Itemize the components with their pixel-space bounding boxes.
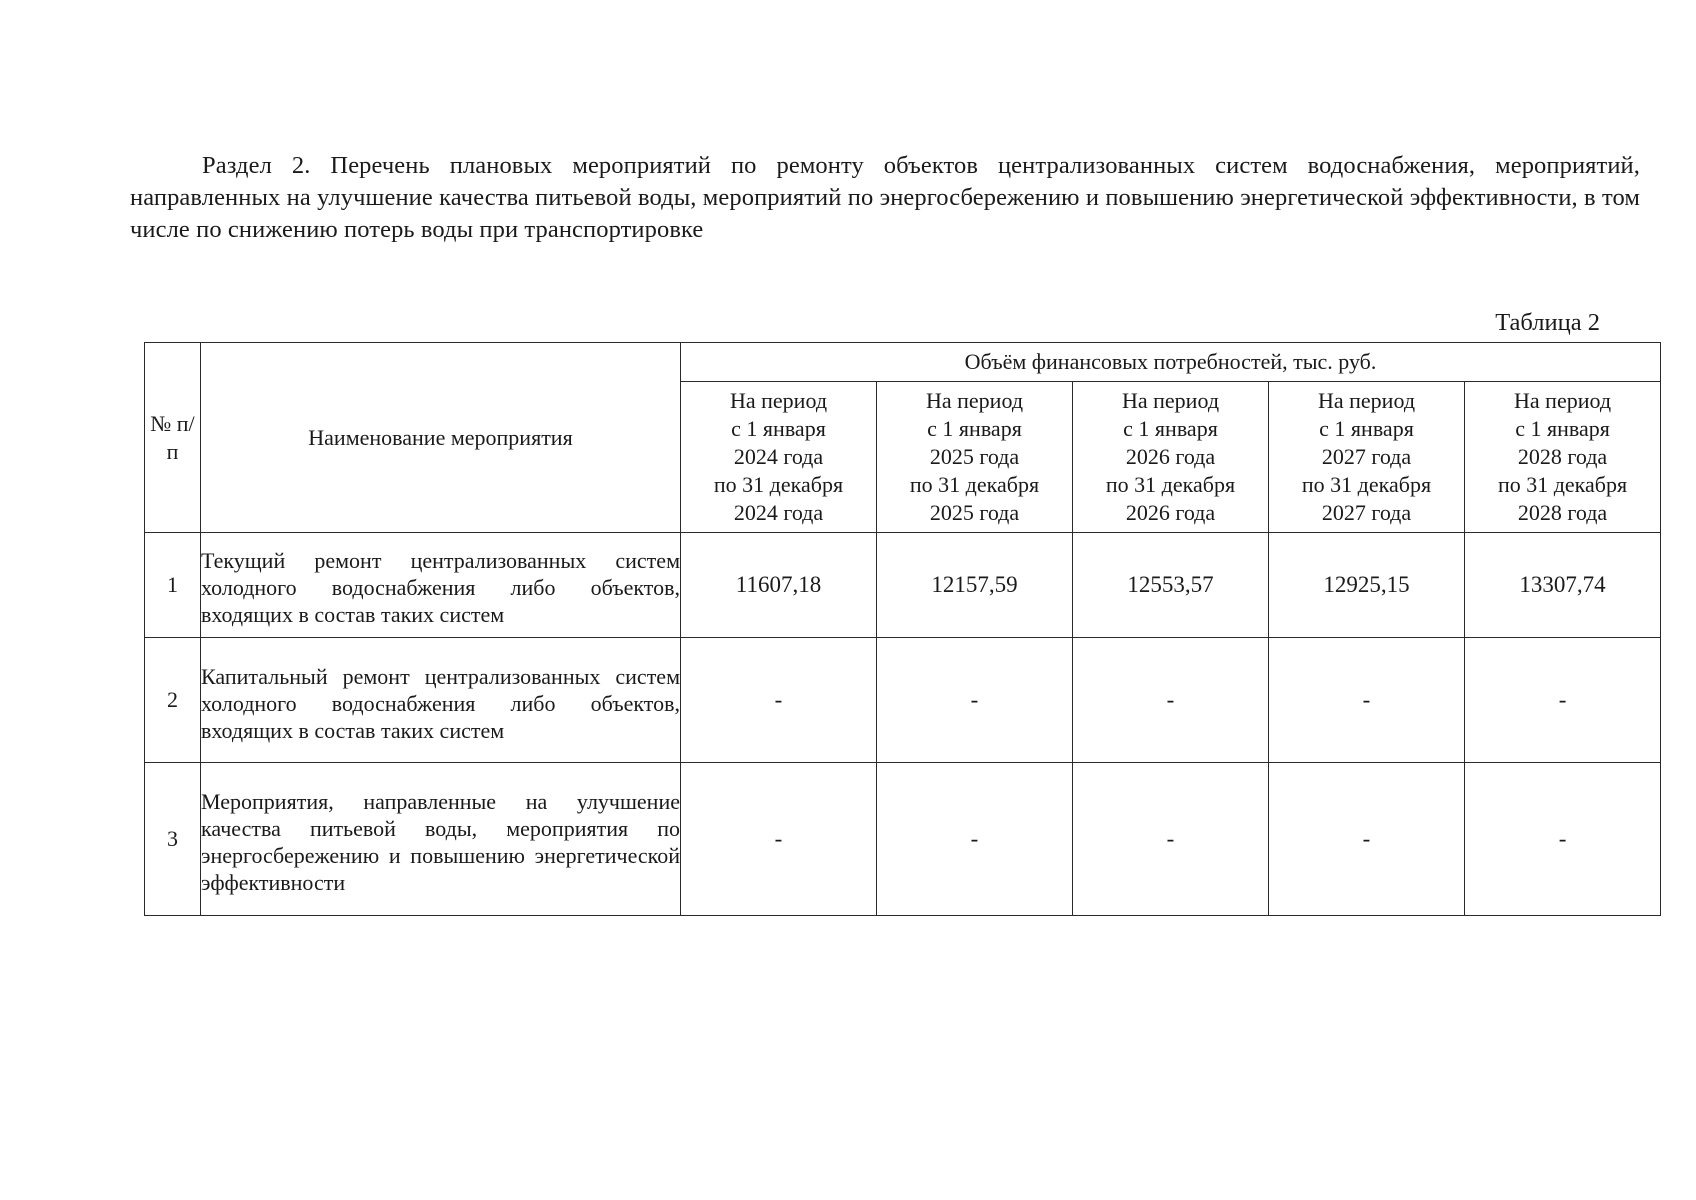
value-2027: 12925,15	[1269, 533, 1465, 638]
value-2024: 11607,18	[681, 533, 877, 638]
column-header-finance: Объём финансовых потребностей, тыс. руб.	[681, 343, 1661, 382]
value-2026: -	[1073, 763, 1269, 916]
value-2028: -	[1465, 638, 1661, 763]
table-row	[145, 638, 1661, 763]
column-header-period-2025: На период с 1 января 2025 года по 31 декабря 2025 года	[877, 382, 1073, 533]
value-2025: -	[877, 638, 1073, 763]
value-2025: 12157,59	[877, 533, 1073, 638]
value-2027: -	[1269, 638, 1465, 763]
measure-name: Мероприятия, направленные на улучшение качества питьевой воды, мероприятия по энергосбережению и повышению энергетической эффективности	[201, 763, 681, 916]
row-number: 1	[145, 533, 201, 638]
column-header-period-2028: На период с 1 января 2028 года по 31 декабря 2028 года	[1465, 382, 1661, 533]
value-2026: -	[1073, 638, 1269, 763]
table-row	[145, 533, 1661, 638]
column-header-name: Наименование мероприятия	[201, 343, 681, 533]
measure-name: Текущий ремонт централизованных систем холодного водоснабжения либо объектов, входящих в состав таких систем	[201, 533, 681, 638]
row-number: 2	[145, 638, 201, 763]
planned-measures-table	[144, 342, 1661, 916]
measure-name: Капитальный ремонт централизованных систем холодного водоснабжения либо объектов, входящих в состав таких систем	[201, 638, 681, 763]
column-header-period-2027: На период с 1 января 2027 года по 31 декабря 2027 года	[1269, 382, 1465, 533]
value-2028: 13307,74	[1465, 533, 1661, 638]
value-2024: -	[681, 763, 877, 916]
column-header-period-2024: На период с 1 января 2024 года по 31 декабря 2024 года	[681, 382, 877, 533]
value-2028: -	[1465, 763, 1661, 916]
section-heading: Раздел 2. Перечень плановых мероприятий по ремонту объектов централизованных систем водоснабжения, мероприятий, направленных на улучшение качества питьевой воды, мероприятий по энергосбережению и повышению энергетической эффективности, в том числе по снижению потерь воды при транспортировке	[130, 152, 1640, 243]
value-2025: -	[877, 763, 1073, 916]
column-header-number: № п/п	[145, 343, 201, 533]
value-2026: 12553,57	[1073, 533, 1269, 638]
column-header-period-2026: На период с 1 января 2026 года по 31 декабря 2026 года	[1073, 382, 1269, 533]
table-caption: Таблица 2	[1495, 309, 1600, 336]
table-row	[145, 763, 1661, 916]
row-number: 3	[145, 763, 201, 916]
value-2024: -	[681, 638, 877, 763]
value-2027: -	[1269, 763, 1465, 916]
